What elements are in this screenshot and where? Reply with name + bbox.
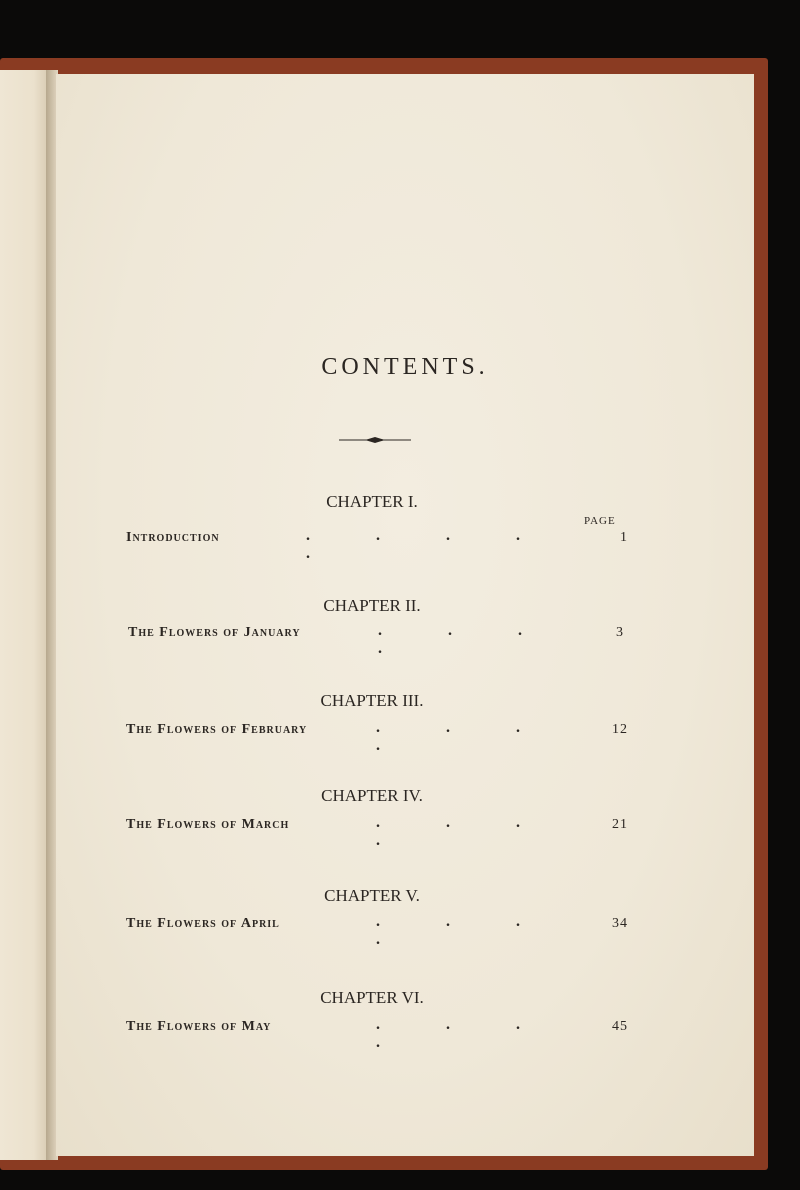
toc-entry[interactable]	[126, 719, 628, 754]
ornament-divider-icon	[339, 434, 411, 446]
chapter-heading: CHAPTER III.	[320, 691, 424, 710]
toc-entry[interactable]	[126, 527, 628, 562]
chapter-heading: CHAPTER IV.	[321, 786, 423, 805]
contents-page	[56, 74, 754, 1156]
page-title: CONTENTS.	[321, 354, 489, 380]
toc-entry[interactable]	[126, 913, 628, 948]
entry-page-number: 34	[612, 916, 628, 931]
page-column-label: PAGE	[584, 515, 616, 527]
entry-title: Introduction	[126, 530, 220, 545]
dot-leader: . . ..	[376, 1016, 520, 1051]
chapter-heading: CHAPTER VI.	[320, 988, 424, 1007]
toc-entry[interactable]	[126, 1016, 628, 1051]
chapter-heading: CHAPTER II.	[323, 596, 421, 615]
entry-title: The Flowers of May	[126, 1019, 272, 1034]
dot-leader: . . . ..	[306, 527, 520, 562]
dot-leader: . . ..	[376, 913, 520, 948]
entry-title: The Flowers of January	[128, 625, 301, 640]
entry-page-number: 1	[620, 530, 628, 545]
entry-page-number: 45	[612, 1019, 628, 1034]
dot-leader: . . ..	[376, 814, 520, 849]
chapter-heading: CHAPTER I.	[326, 492, 418, 511]
entry-page-number: 12	[612, 722, 628, 737]
entry-title: The Flowers of April	[126, 916, 280, 931]
toc-entry[interactable]	[126, 814, 628, 849]
entry-page-number: 3	[616, 625, 624, 640]
entry-title: The Flowers of March	[126, 817, 290, 832]
left-page-edge	[0, 70, 48, 1160]
entry-page-number: 21	[612, 817, 628, 832]
toc-entry[interactable]	[128, 622, 624, 657]
dot-leader: . . ..	[376, 719, 520, 754]
dot-leader: . . ..	[378, 622, 522, 657]
entry-title: The Flowers of February	[126, 722, 308, 737]
chapter-heading: CHAPTER V.	[324, 886, 420, 905]
